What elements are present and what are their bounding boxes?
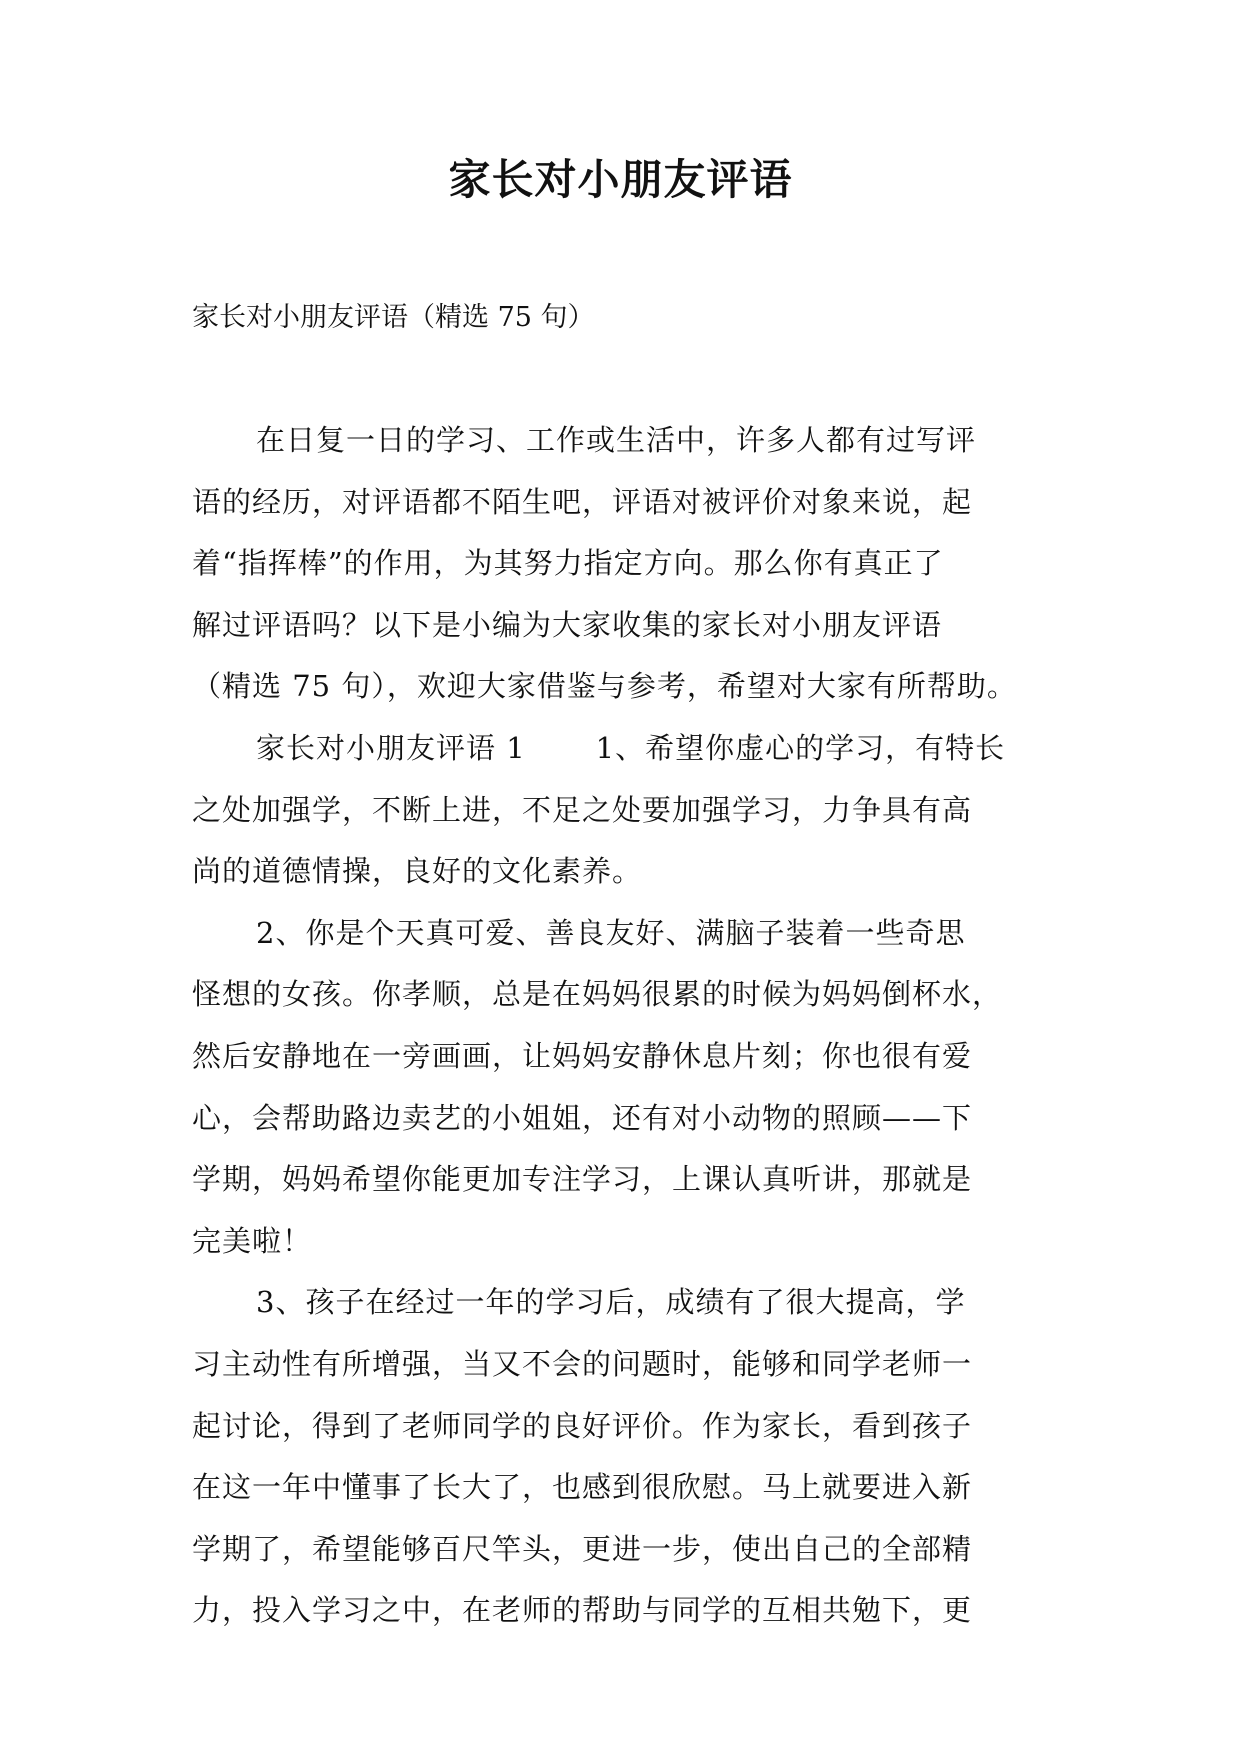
text-line: 1、希望你虚心的学习，有特长 [595, 730, 1006, 765]
text-line: 着“指挥棒”的作用，为其努力指定方向。那么你有真正了 [192, 546, 944, 581]
text-line: 2、你是个天真可爱、善良友好、满脑子装着一些奇思 [256, 915, 966, 950]
text-line: 然后安静地在一旁画画，让妈妈安静休息片刻；你也很有爱 [192, 1038, 973, 1073]
section-heading-line [192, 718, 1072, 780]
text-line: 之处加强学，不断上进，不足之处要加强学习，力争具有高 [192, 792, 973, 827]
text-line: 完美啦！ [192, 1223, 313, 1258]
text-line: 学期了，希望能够百尺竿头，更进一步，使出自己的全部精 [192, 1531, 973, 1566]
text-line: 怪想的女孩。你孝顺，总是在妈妈很累的时候为妈妈倒杯水， [192, 977, 1003, 1012]
document-title: 家长对小朋友评语 [448, 155, 793, 204]
text-line: 在这一年中懂事了长大了，也感到很欣慰。马上就要进入新 [192, 1470, 973, 1505]
document-body [192, 410, 1072, 1642]
text-line: 尚的道德情操，良好的文化素养。 [192, 854, 643, 889]
text-line: 起讨论，得到了老师同学的良好评价。作为家长，看到孩子 [192, 1408, 973, 1443]
text-line: 习主动性有所增强，当又不会的问题时，能够和同学老师一 [192, 1346, 973, 1381]
text-line: 力，投入学习之中，在老师的帮助与同学的互相共勉下，更 [192, 1593, 973, 1628]
text-line: 在日复一日的学习、工作或生活中，许多人都有过写评 [256, 423, 977, 457]
text-line: 学期，妈妈希望你能更加专注学习，上课认真听讲，那就是 [192, 1162, 973, 1197]
text-line: 语的经历，对评语都不陌生吧，评语对被评价对象来说，起 [192, 484, 973, 519]
text-line: 心，会帮助路边卖艺的小姐姐，还有对小动物的照顾——下 [192, 1100, 973, 1135]
text-line: （精选 75 句），欢迎大家借鉴与参考，希望对大家有所帮助。 [192, 669, 1017, 704]
document-subtitle: 家长对小朋友评语（精选 75 句） [192, 302, 595, 333]
text-line: 解过评语吗？以下是小编为大家收集的家长对小朋友评语 [192, 607, 943, 642]
section-heading: 家长对小朋友评语 1 [256, 730, 526, 765]
text-line: 3、孩子在经过一年的学习后，成绩有了很大提高，学 [256, 1285, 966, 1320]
